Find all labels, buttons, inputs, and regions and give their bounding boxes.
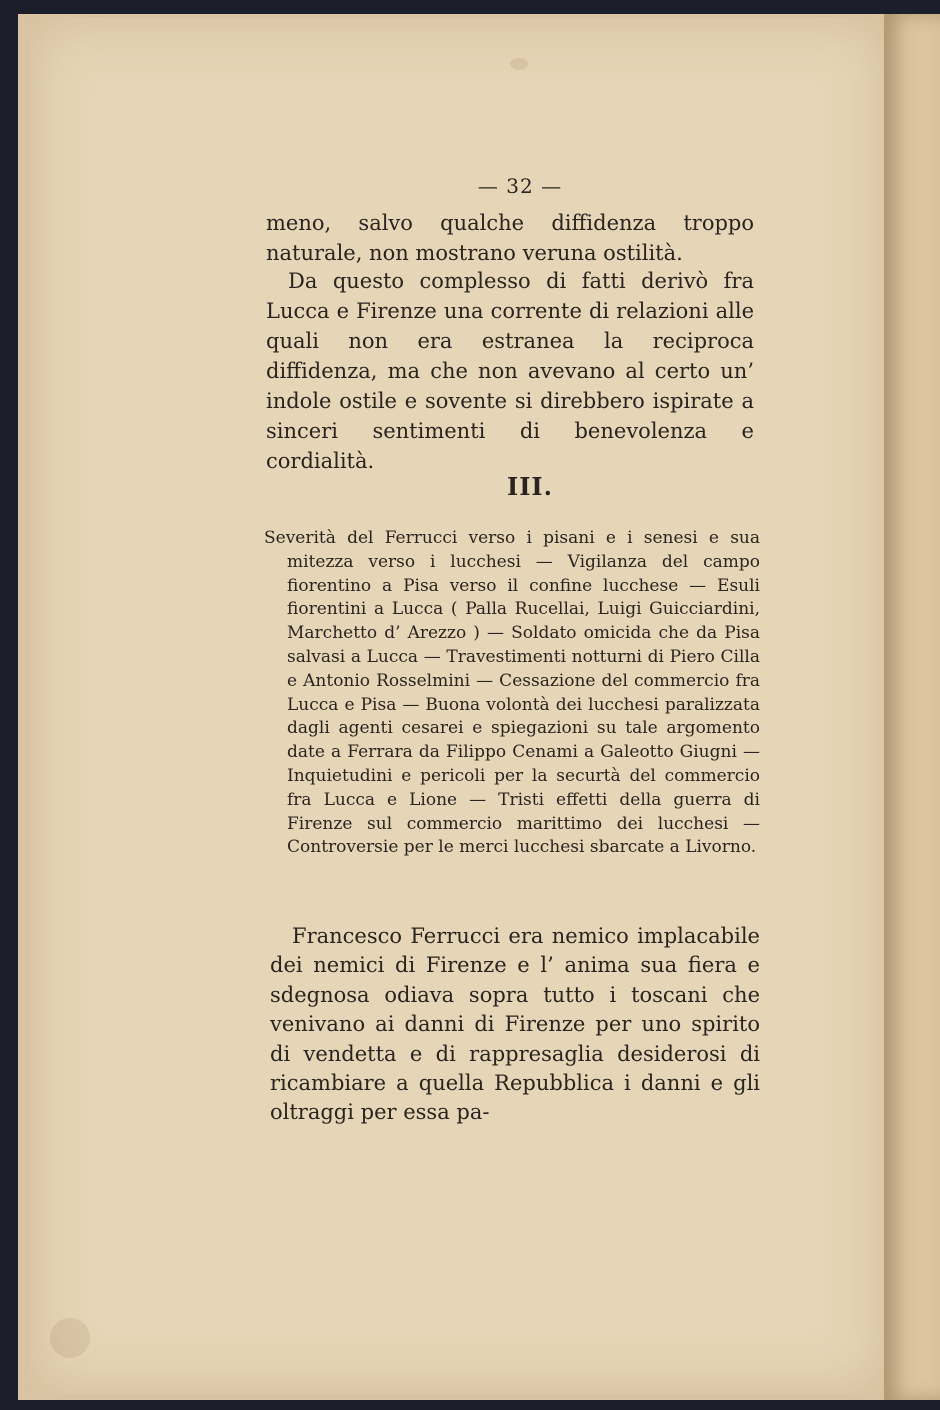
paragraph: Francesco Ferrucci era nemico implacabile dei nemici di Firenze e l’ anima sua fiera e sdegnosa odiava sopra tutto i toscani che venivano ai danni di Firenze per uno spirito di vendetta e di rappresaglia desiderosi di ricambiare a quella Repubblica i danni e gli oltraggi per essa pa- — [270, 924, 760, 1125]
section-summary: Severità del Ferrucci verso i pisani e i senesi e sua mitezza verso i lucchesi — Vigilanza del campo fiorentino a Pisa verso il confine lucchese — Esuli fiorentini a Lucca ( Palla Rucellai, Luigi Guicciardini, Marchetto d’ Arezzo ) — Soldato omicida che da Pisa salvasi a Lucca — Travestimenti notturni di Piero Cilla e Antonio Rosselmini — Cessazione del commercio fra Lucca e Pisa — Buona volontà dei lucchesi paralizzata dagli agenti cesarei e spiegazioni su tale argomento date a Ferrara da Filippo Cenami a Galeotto Giugni — Inquietudini e pericoli per la securtà del commercio fra Lucca e Lione — Tristi effetti della guerra di Firenze sul commercio marittimo dei lucchesi — Controversie per le merci lucchesi sbarcate a Livorno. — [264, 528, 760, 858]
adjacent-page-edge — [884, 14, 940, 1400]
paragraph: Da questo complesso di fatti derivò fra Lucca e Firenze una corrente di relazioni alle quali non era estranea la reciproca diffidenza, ma che non avevano al certo un’ indole ostile e sovente si direbbero ispirate a sinceri sentimenti di benevolenza e cordialità. — [266, 269, 754, 473]
paper-stain — [50, 1318, 90, 1358]
paper-stain — [510, 58, 528, 70]
paragraph-continuation: meno, salvo qualche diffidenza troppo naturale, non mostrano veruna ostilità. — [266, 211, 754, 265]
page-number: — 32 — — [477, 174, 563, 198]
section-heading: III. — [506, 472, 554, 501]
